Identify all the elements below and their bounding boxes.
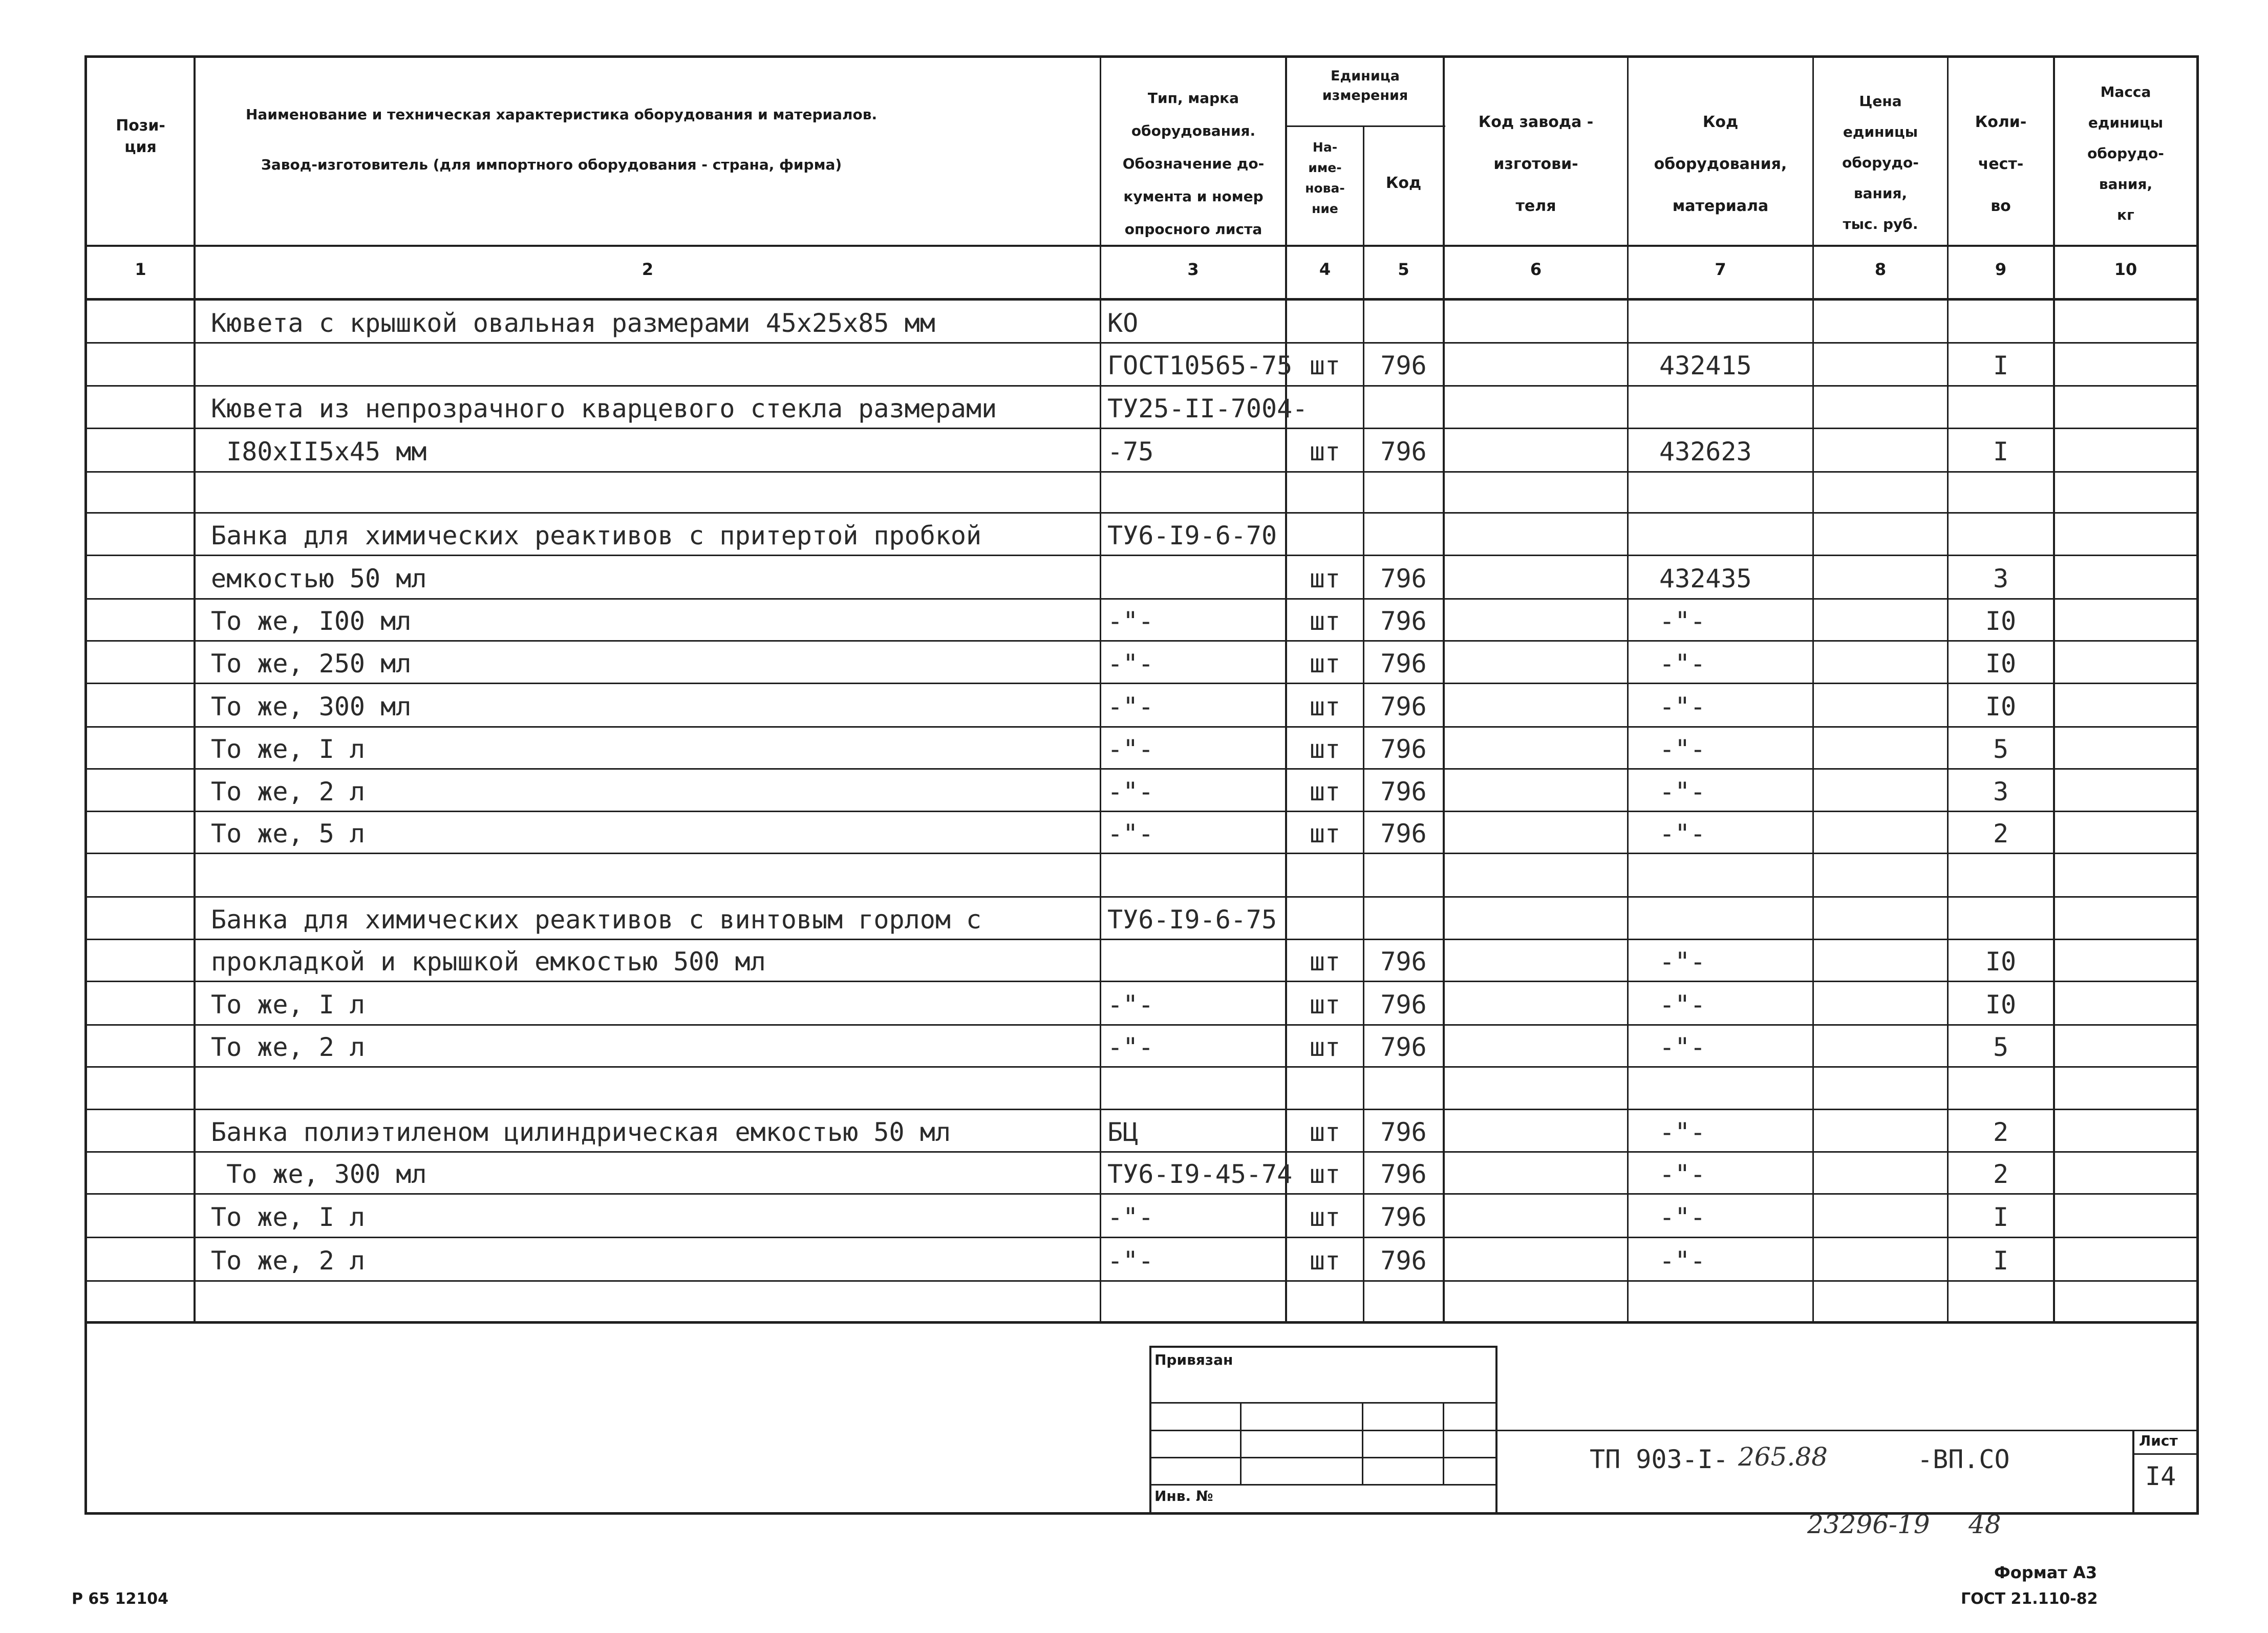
cell-unit: шт — [1309, 692, 1341, 722]
cell-code: 796 — [1380, 351, 1427, 380]
cell-unit: шт — [1309, 1032, 1341, 1062]
cell-name: То же, 2 л — [211, 777, 366, 807]
header-col1: Пози- ция — [116, 117, 165, 156]
cell-mat: -"- — [1659, 1202, 1706, 1232]
cell-code: 796 — [1380, 819, 1427, 849]
footer-format: Формат А3 — [1994, 1563, 2098, 1582]
cell-name: То же, I л — [211, 1202, 366, 1232]
table-row — [0, 768, 2268, 811]
cell-unit: шт — [1309, 777, 1341, 807]
cell-name: Кювета с крышкой овальная размерами 45х25х85 мм — [211, 308, 935, 338]
cell-mat: -"- — [1659, 777, 1706, 807]
stamp-v1 — [1240, 1402, 1242, 1486]
cell-unit: шт — [1309, 437, 1341, 466]
table-row — [0, 1280, 2268, 1322]
doc-suffix: -ВП.СО — [1917, 1445, 2010, 1474]
stamp-top — [1149, 1346, 1497, 1348]
cell-name: То же, 2 л — [211, 1246, 366, 1276]
cell-mat: -"- — [1659, 649, 1706, 678]
cell-name: То же, 5 л — [211, 819, 366, 849]
table-row — [0, 1237, 2268, 1280]
cell-qty: I0 — [1985, 947, 2017, 977]
header-col6: Код завода - изготови- теля — [1478, 113, 1594, 215]
units-group-divider — [1287, 125, 1445, 127]
sheet-number: I4 — [2145, 1461, 2176, 1491]
stamp-v2 — [1362, 1402, 1363, 1486]
cell-unit: шт — [1309, 947, 1341, 977]
cell-mat: -"- — [1659, 734, 1706, 764]
cell-type: -"- — [1107, 606, 1154, 636]
header-col8: Цена единицы оборудо- вания, тыс. руб. — [1842, 93, 1919, 232]
cell-qty: I — [1993, 1202, 2009, 1232]
cell-unit: шт — [1309, 1117, 1341, 1147]
cell-mat: -"- — [1659, 947, 1706, 977]
table-row — [0, 726, 2268, 768]
table-row — [0, 640, 2268, 683]
cell-code: 796 — [1380, 437, 1427, 466]
footer-gost: ГОСТ 21.110-82 — [1961, 1590, 2098, 1608]
cell-type: ТУ6-I9-6-70 — [1107, 521, 1277, 550]
cell-qty: I0 — [1985, 990, 2017, 1020]
cell-type: ТУ6-I9-45-74 — [1107, 1159, 1293, 1189]
table-row — [0, 1109, 2268, 1151]
cell-unit: шт — [1309, 990, 1341, 1020]
cell-name: Банка для химических реактивов с винтовым горлом с — [211, 905, 982, 935]
table-row — [0, 1024, 2268, 1066]
cell-name: То же, 2 л — [211, 1032, 366, 1062]
cell-type: БЦ — [1107, 1117, 1139, 1147]
cell-code: 796 — [1380, 1032, 1427, 1062]
stamp-h4 — [1149, 1484, 1497, 1486]
colnum-5: 5 — [1398, 260, 1409, 279]
header-col9: Коли- чест- во — [1975, 113, 2027, 215]
cell-code: 796 — [1380, 1246, 1427, 1276]
cell-unit: шт — [1309, 351, 1341, 380]
cell-type: -"- — [1107, 649, 1154, 678]
table-row — [0, 1066, 2268, 1109]
table-row — [0, 1193, 2268, 1237]
cell-name: емкостью 50 мл — [211, 564, 427, 593]
cell-unit: шт — [1309, 564, 1341, 593]
cell-mat: -"- — [1659, 692, 1706, 722]
cell-name: прокладкой и крышкой емкостью 500 мл — [211, 947, 766, 977]
cell-unit: шт — [1309, 1246, 1341, 1276]
docblock-top — [1495, 1430, 2199, 1431]
header-col7: Код оборудования, материала — [1654, 113, 1787, 215]
footer-hand-number: 23296-19 — [1807, 1510, 1930, 1539]
header-col5: Код — [1385, 174, 1422, 192]
cell-qty: 2 — [1993, 1117, 2009, 1147]
cell-mat: -"- — [1659, 1117, 1706, 1147]
frame-top — [84, 55, 2199, 58]
cell-unit: шт — [1309, 1202, 1341, 1232]
table-row — [0, 896, 2268, 939]
stamp-h1 — [1149, 1402, 1497, 1404]
cell-unit: шт — [1309, 1159, 1341, 1189]
colnum-4: 4 — [1319, 260, 1331, 279]
cell-code: 796 — [1380, 1117, 1427, 1147]
table-row — [0, 471, 2268, 512]
sheet-label: Лист — [2139, 1432, 2178, 1449]
cell-type: -75 — [1107, 437, 1154, 466]
cell-code: 796 — [1380, 649, 1427, 678]
cell-name: То же, 300 мл — [211, 1159, 427, 1189]
cell-mat: -"- — [1659, 819, 1706, 849]
cell-mat: 432435 — [1659, 564, 1752, 593]
cell-mat: -"- — [1659, 1246, 1706, 1276]
header-col4: На- име- нова- ние — [1305, 140, 1345, 216]
cell-type: -"- — [1107, 1032, 1154, 1062]
cell-code: 796 — [1380, 606, 1427, 636]
table-row — [0, 683, 2268, 726]
cell-qty: I0 — [1985, 606, 2017, 636]
cell-qty: 3 — [1993, 777, 2009, 807]
colnum-9: 9 — [1995, 260, 2007, 279]
colnum-7: 7 — [1715, 260, 1726, 279]
table-row — [0, 811, 2268, 853]
sheet-box-mid — [2132, 1453, 2199, 1455]
cell-qty: I0 — [1985, 692, 2017, 722]
table-row — [0, 512, 2268, 555]
sheet-box-left — [2132, 1430, 2134, 1515]
cell-type: КО — [1107, 308, 1139, 338]
header-col3: Тип, марка оборудования. Обозначение до- кумента и номер опросного листа — [1122, 90, 1265, 238]
cell-type: -"- — [1107, 1202, 1154, 1232]
cell-code: 796 — [1380, 1159, 1427, 1189]
colnum-2: 2 — [641, 260, 654, 279]
cell-type: ГОСТ10565-75 — [1107, 351, 1293, 380]
header-col2-line2: Завод-изготовитель (для импортного оборудования - страна, фирма) — [261, 156, 842, 173]
header-units-group: Единица измерения — [1322, 68, 1408, 103]
cell-unit: шт — [1309, 734, 1341, 764]
cell-name: То же, I00 мл — [211, 606, 412, 636]
cell-mat: 432623 — [1659, 437, 1752, 466]
cell-code: 796 — [1380, 777, 1427, 807]
table-row — [0, 1151, 2268, 1193]
cell-name: I80хII5х45 мм — [211, 437, 427, 466]
footer-hand-page: 48 — [1969, 1510, 2001, 1539]
cell-type: ТУ25-II-7004- — [1107, 394, 1308, 423]
table-row — [0, 555, 2268, 598]
table-row — [0, 853, 2268, 896]
stamp-v3 — [1443, 1402, 1444, 1486]
stamp-privyazan: Привязан — [1154, 1351, 1233, 1368]
cell-qty: 2 — [1993, 819, 2009, 849]
cell-unit: шт — [1309, 649, 1341, 678]
cell-type: -"- — [1107, 777, 1154, 807]
cell-name: Кювета из непрозрачного кварцевого стекла размерами — [211, 394, 997, 423]
cell-name: Банка для химических реактивов с притертой пробкой — [211, 521, 982, 550]
cell-mat: 432415 — [1659, 351, 1752, 380]
cell-code: 796 — [1380, 947, 1427, 977]
cell-name: То же, 250 мл — [211, 649, 412, 678]
table-row — [0, 939, 2268, 981]
cell-type: -"- — [1107, 734, 1154, 764]
cell-qty: 5 — [1993, 1032, 2009, 1062]
cell-unit: шт — [1309, 819, 1341, 849]
colnum-10: 10 — [2114, 260, 2137, 279]
cell-qty: 5 — [1993, 734, 2009, 764]
cell-mat: -"- — [1659, 606, 1706, 636]
cell-code: 796 — [1380, 1202, 1427, 1232]
cell-name: То же, 300 мл — [211, 692, 412, 722]
cell-mat: -"- — [1659, 990, 1706, 1020]
doc-code-hand: 265.88 — [1738, 1442, 1828, 1472]
colnum-6: 6 — [1530, 260, 1542, 279]
stamp-inv: Инв. № — [1154, 1488, 1213, 1504]
stamp-h3 — [1149, 1457, 1497, 1458]
table-row — [0, 428, 2268, 471]
cell-qty: 3 — [1993, 564, 2009, 593]
cell-code: 796 — [1380, 734, 1427, 764]
cell-unit: шт — [1309, 606, 1341, 636]
cell-code: 796 — [1380, 990, 1427, 1020]
cell-code: 796 — [1380, 692, 1427, 722]
table-row — [0, 981, 2268, 1024]
cell-name: То же, I л — [211, 734, 366, 764]
cell-type: -"- — [1107, 692, 1154, 722]
cell-qty: 2 — [1993, 1159, 2009, 1189]
cell-type: -"- — [1107, 819, 1154, 849]
footer-left-note: Р 65 12104 — [72, 1590, 168, 1608]
cell-qty: I — [1993, 1246, 2009, 1276]
table-row — [0, 300, 2268, 342]
doc-code: ТП 903-I- — [1590, 1445, 1728, 1474]
colnum-8: 8 — [1874, 260, 1887, 279]
cell-name: Банка полиэтиленом цилиндрическая емкостью 50 мл — [211, 1117, 951, 1147]
table-row — [0, 598, 2268, 640]
stamp-h2 — [1149, 1430, 1497, 1431]
cell-qty: I0 — [1985, 649, 2017, 678]
cell-type: ТУ6-I9-6-75 — [1107, 905, 1277, 935]
cell-qty: I — [1993, 351, 2009, 380]
colnum-3: 3 — [1187, 260, 1199, 279]
header-col10: Масса единицы оборудо- вания, кг — [2087, 83, 2164, 223]
header-col2-line1: Наименование и техническая характеристика оборудования и материалов. — [246, 106, 878, 123]
colnum-1: 1 — [135, 260, 146, 279]
cell-mat: -"- — [1659, 1159, 1706, 1189]
cell-type: -"- — [1107, 990, 1154, 1020]
table-row — [0, 385, 2268, 428]
cell-mat: -"- — [1659, 1032, 1706, 1062]
table-row — [0, 342, 2268, 385]
cell-code: 796 — [1380, 564, 1427, 593]
cell-qty: I — [1993, 437, 2009, 466]
cell-name: То же, I л — [211, 990, 366, 1020]
cell-type: -"- — [1107, 1246, 1154, 1276]
